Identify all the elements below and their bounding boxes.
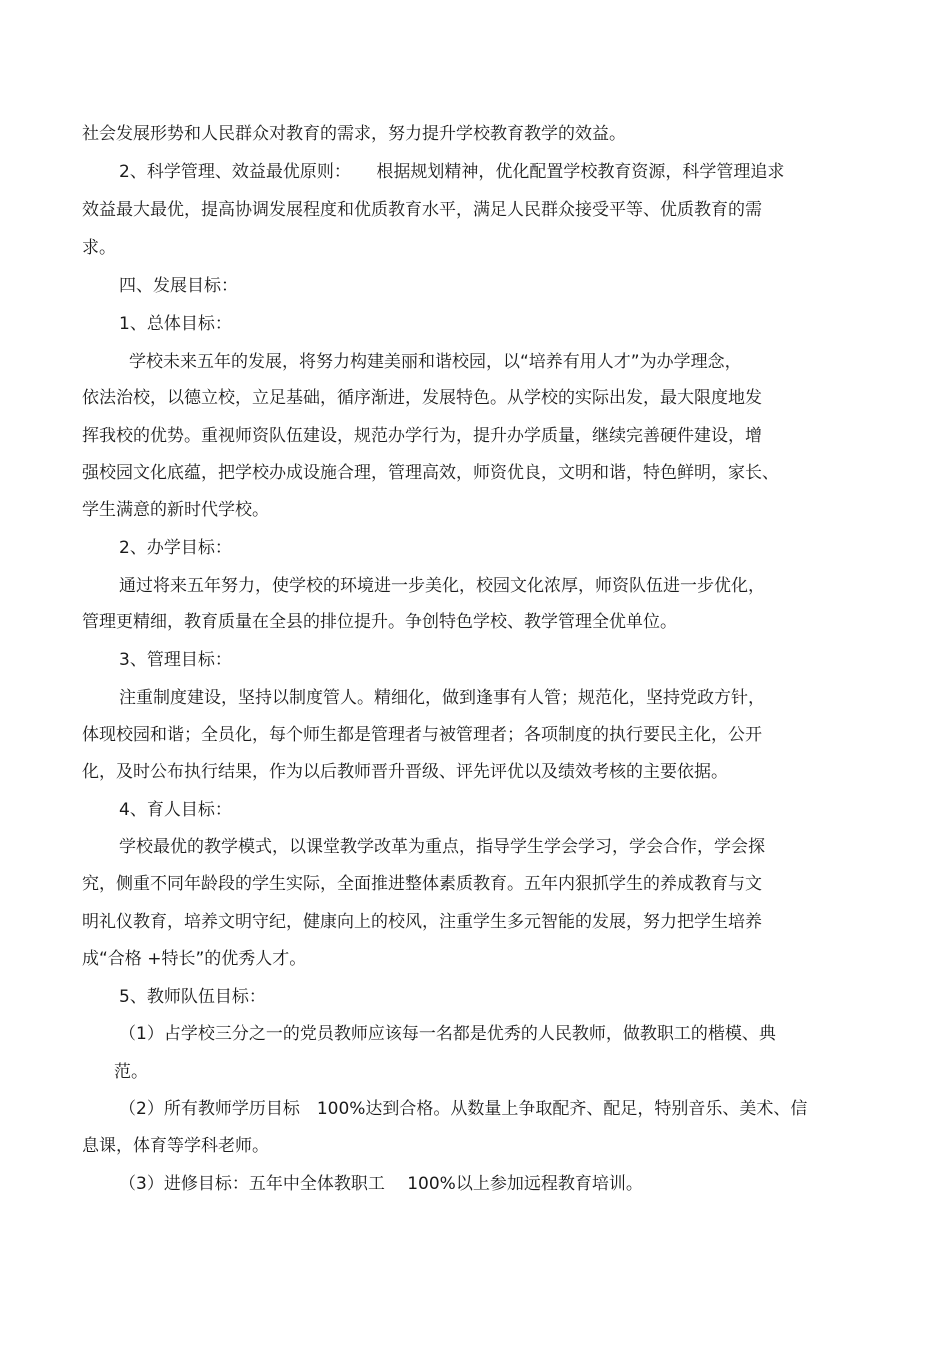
text-line: 范。: [114, 1062, 148, 1082]
text-line: 效益最大最优，提高协调发展程度和优质教育水平，满足人民群众接受平等、优质教育的需: [82, 200, 762, 220]
text-line: 学校最优的教学模式，以课堂教学改革为重点，指导学生学会学习，学会合作，学会探: [119, 837, 765, 857]
text-line: 化，及时公布执行结果，作为以后教师晋升晋级、评先评优以及绩效考核的主要依据。: [82, 762, 728, 782]
text-line: 成“合格 +特长”的优秀人才。: [82, 949, 307, 969]
text-line: （2）所有教师学历目标 100%达到合格。从数量上争取配齐、配足，特别音乐、美术、信: [119, 1099, 808, 1119]
text-line: 求。: [82, 238, 116, 258]
text-line: 强校园文化底蕴，把学校办成设施合理，管理高效，师资优良，文明和谐，特色鲜明，家长、: [82, 463, 779, 483]
text-line: 注重制度建设，坚持以制度管人。精细化，做到逢事有人管；规范化，坚持党政方针，: [119, 688, 765, 708]
text-line: 管理更精细，教育质量在全县的排位提升。争创特色学校、教学管理全优单位。: [82, 612, 677, 632]
text-line: 社会发展形势和人民群众对教育的需求，努力提升学校教育教学的效益。: [82, 124, 626, 144]
text-line: 依法治校，以德立校，立足基础，循序渐进，发展特色。从学校的实际出发，最大限度地发: [82, 388, 762, 408]
text-line: 明礼仪教育，培养文明守纪，健康向上的校风，注重学生多元智能的发展，努力把学生培养: [82, 912, 762, 932]
text-line: 究，侧重不同年龄段的学生实际，全面推进整体素质教育。五年内狠抓学生的养成教育与文: [82, 874, 762, 894]
subsection-heading: 4、育人目标：: [119, 800, 232, 820]
text-line: （1）占学校三分之一的党员教师应该每一名都是优秀的人民教师，做教职工的楷模、典: [119, 1024, 776, 1044]
text-line: 学生满意的新时代学校。: [82, 500, 269, 520]
text-line: 挥我校的优势。重视师资队伍建设，规范办学行为，提升办学质量，继续完善硬件建设，增: [82, 426, 762, 446]
subsection-heading: 1、总体目标：: [119, 314, 232, 334]
text-line: 学校未来五年的发展，将努力构建美丽和谐校园，以“培养有用人才”为办学理念，: [129, 352, 742, 372]
text-line: （3）进修目标：五年中全体教职工 100%以上参加远程教育培训。: [119, 1174, 643, 1194]
text-line: 2、科学管理、效益最优原则： 根据规划精神，优化配置学校教育资源，科学管理追求: [119, 162, 785, 182]
text-line: 通过将来五年努力，使学校的环境进一步美化，校园文化浓厚，师资队伍进一步优化，: [119, 576, 765, 596]
text-line: 体现校园和谐；全员化，每个师生都是管理者与被管理者；各项制度的执行要民主化，公开: [82, 725, 762, 745]
section-heading: 四、发展目标：: [119, 276, 238, 296]
text-line: 息课，体育等学科老师。: [82, 1136, 269, 1156]
subsection-heading: 3、管理目标：: [119, 650, 232, 670]
subsection-heading: 5、教师队伍目标：: [119, 987, 266, 1007]
subsection-heading: 2、办学目标：: [119, 538, 232, 558]
